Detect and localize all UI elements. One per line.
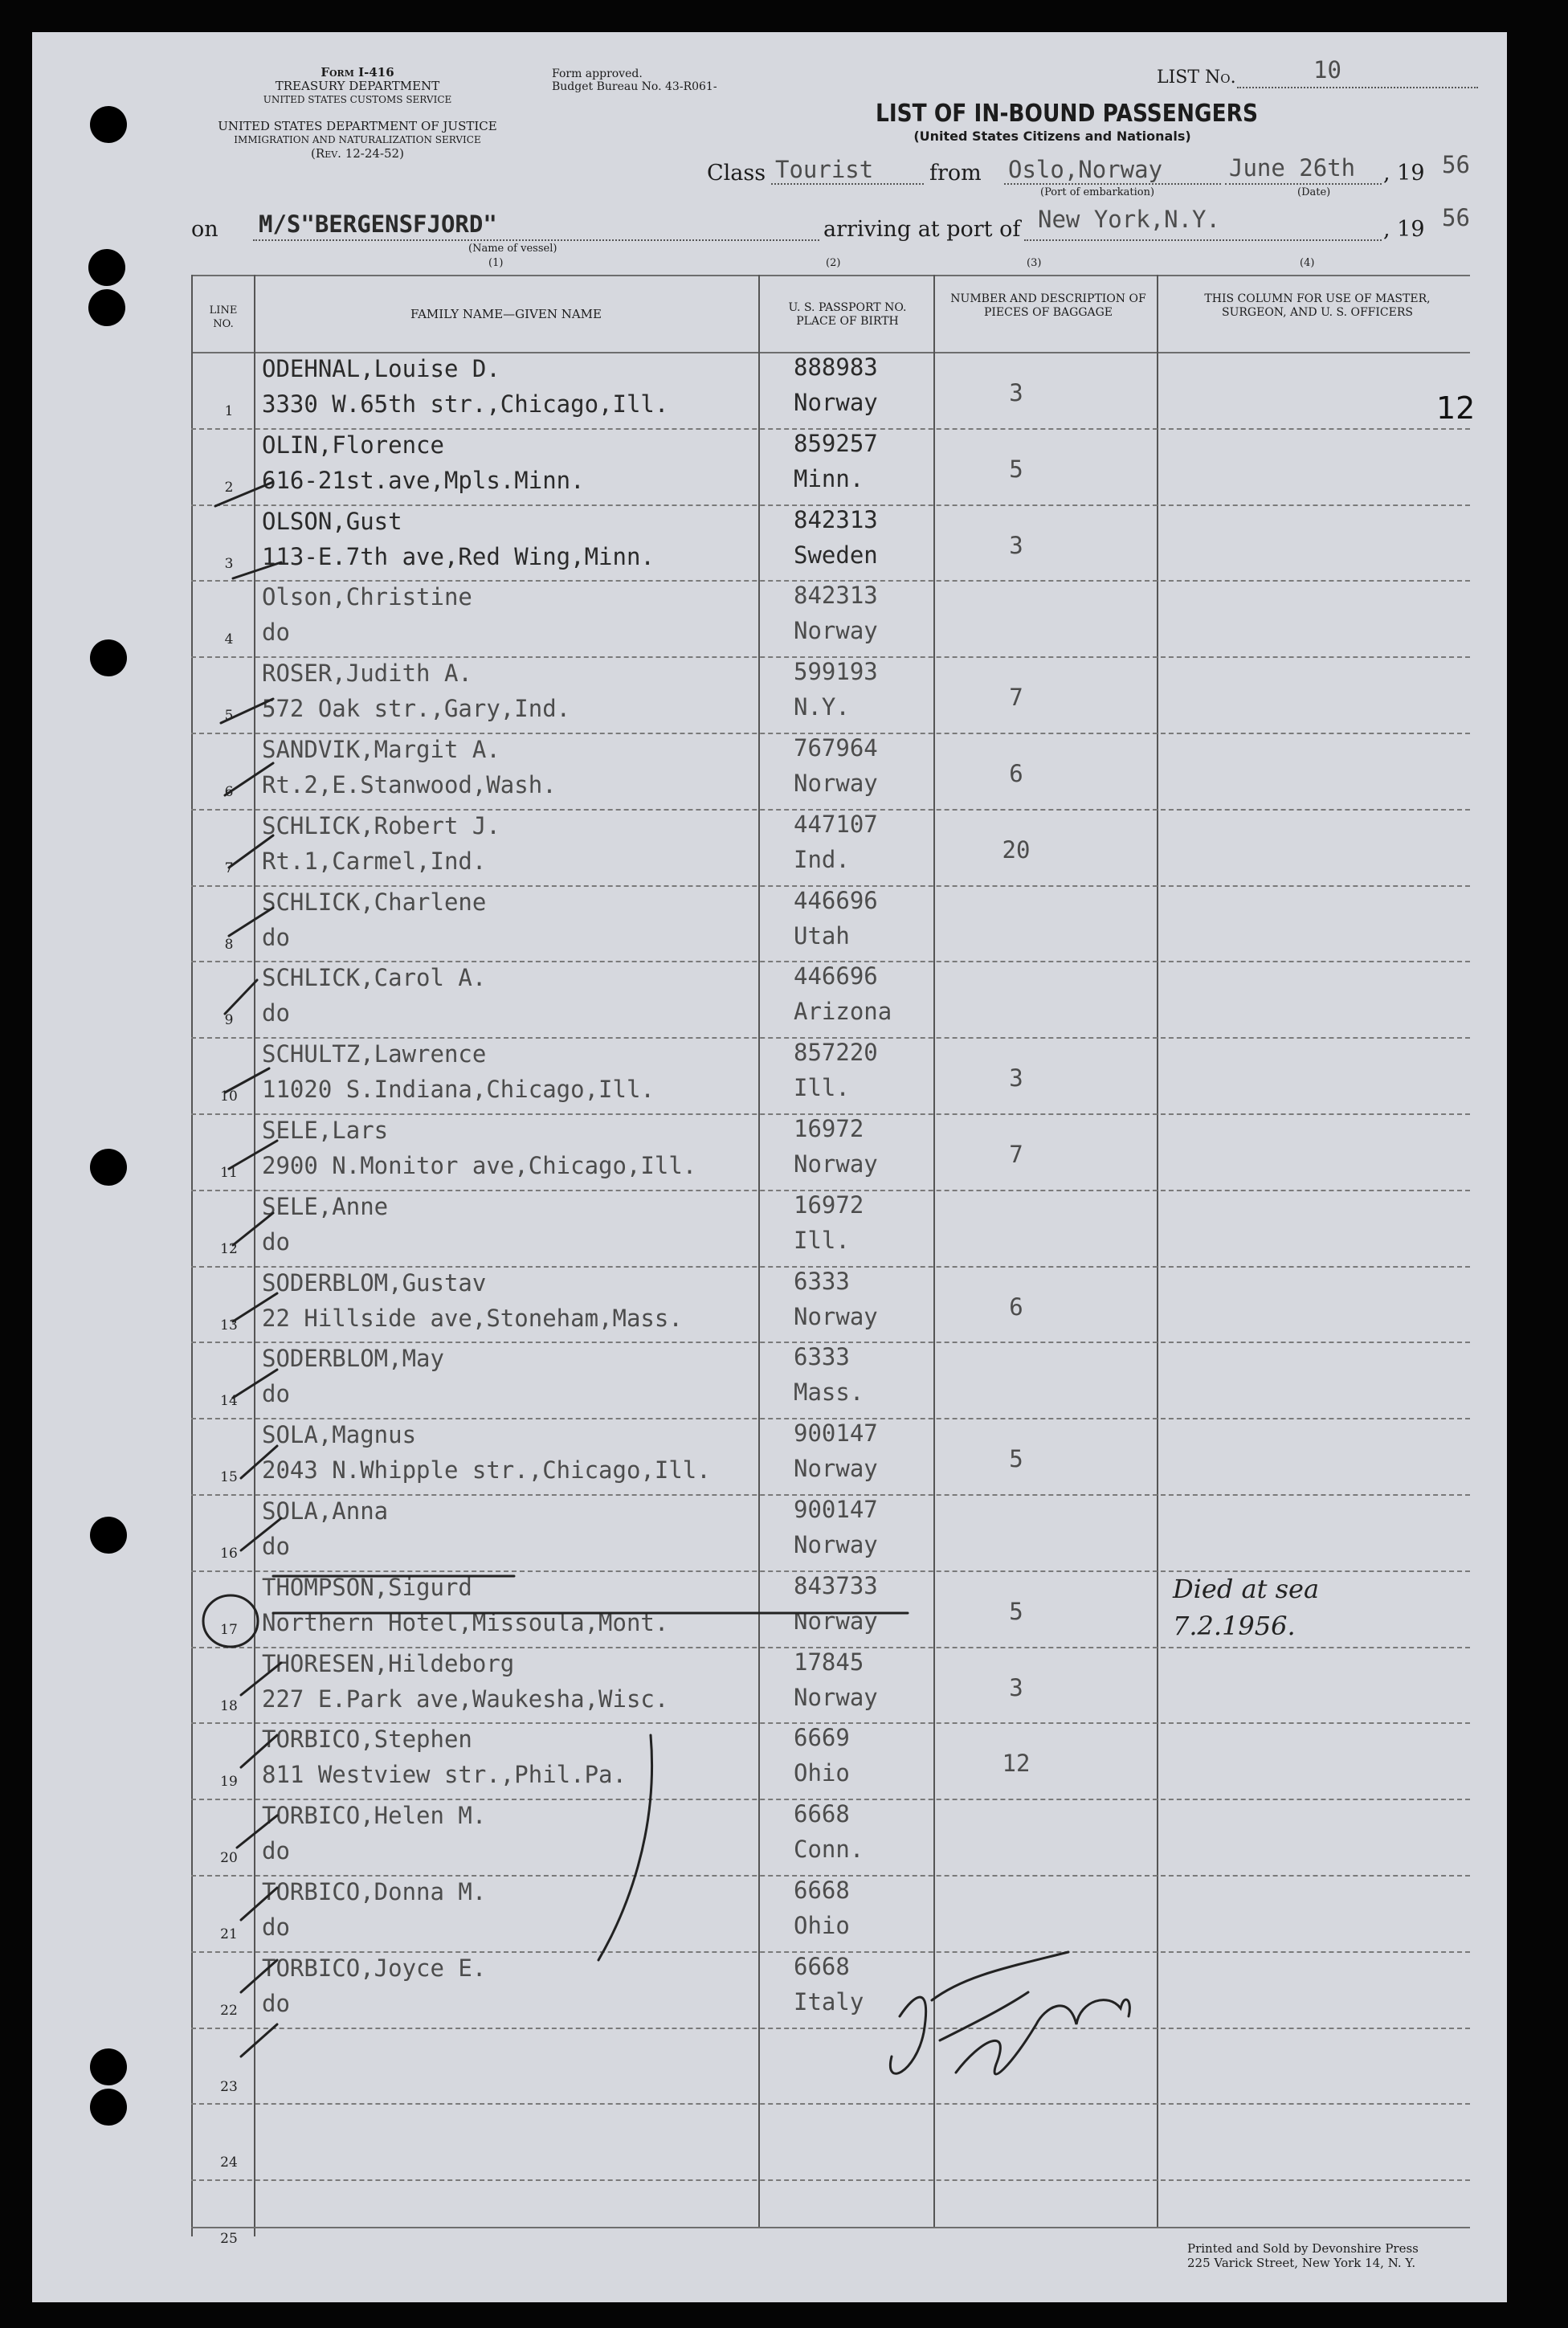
- place-of-birth: Italy: [794, 1987, 864, 2016]
- passenger-name: ROSER,Judith A.: [262, 660, 472, 688]
- port-caption: (Port of embarkation): [1040, 186, 1155, 198]
- place-of-birth: Norway: [794, 1455, 878, 1483]
- col-header-name: FAMILY NAME—GIVEN NAME: [410, 307, 602, 321]
- officer-note-date: 7.2.1956.: [1173, 1610, 1296, 1641]
- on-label: on: [191, 217, 218, 242]
- place-of-birth: Norway: [794, 389, 878, 416]
- passenger-name: SCHLICK,Charlene: [262, 888, 487, 916]
- passenger-address: do: [262, 923, 290, 951]
- line-number: 14: [220, 1393, 238, 1410]
- line-number: 1: [224, 403, 234, 419]
- passenger-name: SODERBLOM,Gustav: [262, 1268, 487, 1297]
- passport-number: 446696: [794, 962, 878, 990]
- line-number: 7: [224, 860, 234, 876]
- justice-dept: UNITED STATES DEPARTMENT OF JUSTICE: [218, 119, 497, 133]
- passenger-address: 22 Hillside ave,Stoneham,Mass.: [262, 1304, 683, 1332]
- passport-number: 900147: [794, 1496, 878, 1523]
- port-value: Oslo,Norway: [1008, 156, 1163, 183]
- passenger-address: Rt.1,Carmel,Ind.: [262, 847, 487, 875]
- passenger-address: do: [262, 1989, 290, 2017]
- passenger-name: SOLA,Magnus: [262, 1421, 417, 1449]
- passport-number: 843733: [794, 1571, 878, 1599]
- passenger-address: 616-21st.ave,Mpls.Minn.: [262, 466, 585, 494]
- year-prefix: , 19: [1383, 161, 1425, 186]
- place-of-birth: Norway: [794, 1683, 878, 1711]
- col-num-4: (4): [1300, 257, 1315, 269]
- vessel-value: M/S"BERGENSFJORD": [259, 210, 497, 238]
- passport-number: 447107: [794, 810, 878, 838]
- place-of-birth: Ohio: [794, 1912, 850, 1939]
- year-value: 56: [1442, 151, 1470, 178]
- line-number: 16: [220, 1546, 238, 1562]
- passenger-address: do: [262, 1533, 290, 1560]
- place-of-birth: Sweden: [794, 541, 878, 569]
- passenger-name: ODEHNAL,Louise D.: [262, 355, 500, 382]
- passenger-address: do: [262, 1227, 290, 1256]
- passport-number: 6333: [794, 1267, 850, 1295]
- line-number: 11: [220, 1165, 238, 1181]
- line-number: 12: [220, 1240, 238, 1257]
- passport-number: 857220: [794, 1039, 878, 1067]
- customs-service: UNITED STATES CUSTOMS SERVICE: [263, 94, 452, 105]
- passenger-name: THOMPSON,Sigurd: [262, 1573, 472, 1601]
- line-number: 21: [220, 1926, 238, 1942]
- passenger-name: SCHLICK,Carol A.: [262, 964, 487, 992]
- officer-note: Died at sea: [1173, 1573, 1320, 1604]
- passenger-address: 811 Westview str.,Phil.Pa.: [262, 1761, 627, 1789]
- date-value: June 26th: [1229, 154, 1356, 182]
- place-of-birth: N.Y.: [794, 693, 850, 721]
- line-number: 15: [220, 1469, 238, 1486]
- passenger-name: SELE,Anne: [262, 1192, 389, 1220]
- passport-number: 900147: [794, 1419, 878, 1448]
- line-number: 22: [220, 2002, 238, 2019]
- passenger-name: SODERBLOM,May: [262, 1345, 444, 1373]
- place-of-birth: Ind.: [794, 845, 850, 873]
- passenger-name: SOLA,Anna: [262, 1497, 389, 1525]
- page-subtitle: (United States Citizens and Nationals): [913, 129, 1191, 144]
- class-label: Class: [707, 161, 766, 186]
- passport-number: 888983: [794, 353, 878, 381]
- passport-number: 6333: [794, 1343, 850, 1371]
- baggage-count: 7: [1009, 684, 1023, 712]
- budget-bureau: Budget Bureau No. 43-R061-: [552, 80, 717, 93]
- col-num-2: (2): [826, 257, 841, 269]
- passenger-name: SANDVIK,Margit A.: [262, 736, 500, 763]
- passenger-name: SELE,Lars: [262, 1117, 389, 1144]
- list-no-value: 10: [1313, 56, 1341, 84]
- arriving-label: arriving at port of: [823, 217, 1021, 242]
- arrival-year: 56: [1442, 204, 1470, 231]
- place-of-birth: Ill.: [794, 1074, 850, 1102]
- passenger-address: do: [262, 619, 290, 647]
- passenger-name: THORESEN,Hildeborg: [262, 1649, 515, 1677]
- passenger-address: 2900 N.Monitor ave,Chicago,Ill.: [262, 1152, 697, 1179]
- line-number: 25: [220, 2231, 238, 2248]
- passenger-name: Olson,Christine: [262, 583, 472, 611]
- passport-number: 859257: [794, 429, 878, 457]
- passport-number: 16972: [794, 1115, 864, 1142]
- line-number: 4: [224, 631, 234, 648]
- passenger-address: Northern Hotel,Missoula,Mont.: [262, 1608, 669, 1636]
- baggage-count: 12: [1002, 1750, 1031, 1778]
- col-header-line: LINE NO.: [209, 304, 238, 330]
- passenger-name: TORBICO,Joyce E.: [262, 1954, 487, 1982]
- baggage-count: 6: [1009, 1293, 1023, 1321]
- passport-number: 6668: [794, 1952, 850, 1980]
- passenger-address: do: [262, 1837, 290, 1865]
- baggage-count: 5: [1009, 455, 1023, 483]
- list-no-label: LIST No.: [1157, 67, 1236, 88]
- baggage-count: 5: [1009, 1597, 1023, 1625]
- passenger-address: 113-E.7th ave,Red Wing,Minn.: [262, 542, 655, 570]
- place-of-birth: Norway: [794, 617, 878, 645]
- col-header-baggage: NUMBER AND DESCRIPTION OF PIECES OF BAGGAGE: [950, 292, 1146, 319]
- baggage-count: 5: [1009, 1445, 1023, 1473]
- place-of-birth: Norway: [794, 1531, 878, 1558]
- line-number: 6: [224, 784, 234, 800]
- place-of-birth: Norway: [794, 770, 878, 797]
- revision: (Rev. 12-24-52): [311, 146, 404, 161]
- passenger-address: 11020 S.Indiana,Chicago,Ill.: [262, 1076, 655, 1104]
- place-of-birth: Norway: [794, 1150, 878, 1178]
- passport-number: 767964: [794, 734, 878, 762]
- page-mark: 12: [1436, 390, 1476, 426]
- passenger-name: SCHULTZ,Lawrence: [262, 1040, 487, 1068]
- line-number: 20: [220, 1850, 238, 1867]
- passenger-address: 3330 W.65th str.,Chicago,Ill.: [262, 390, 669, 418]
- passport-number: 6669: [794, 1724, 850, 1752]
- passenger-address: do: [262, 1380, 290, 1408]
- page-title: LIST OF IN-BOUND PASSENGERS: [876, 100, 1258, 128]
- place-of-birth: Minn.: [794, 464, 864, 492]
- passport-number: 842313: [794, 582, 878, 610]
- place-of-birth: Arizona: [794, 998, 892, 1026]
- passenger-name: OLSON,Gust: [262, 507, 402, 535]
- line-number: 9: [224, 1012, 234, 1029]
- place-of-birth: Utah: [794, 921, 850, 950]
- arrival-year-prefix: , 19: [1383, 217, 1425, 242]
- col-num-3: (3): [1027, 257, 1042, 269]
- date-caption: (Date): [1297, 186, 1331, 198]
- place-of-birth: Mass.: [794, 1378, 864, 1407]
- passenger-address: 227 E.Park ave,Waukesha,Wisc.: [262, 1685, 669, 1713]
- passenger-address: 2043 N.Whipple str.,Chicago,Ill.: [262, 1456, 711, 1485]
- passenger-address: do: [262, 999, 290, 1027]
- baggage-count: 20: [1002, 835, 1031, 864]
- baggage-count: 3: [1009, 1673, 1023, 1701]
- line-number: 17: [220, 1621, 238, 1638]
- col-header-officers: THIS COLUMN FOR USE OF MASTER, SURGEON, AND U. S. OFFICERS: [1204, 292, 1431, 319]
- place-of-birth: Norway: [794, 1302, 878, 1330]
- baggage-count: 3: [1009, 1064, 1023, 1093]
- line-number: 8: [224, 936, 234, 953]
- from-label: from: [929, 161, 982, 186]
- vessel-caption: (Name of vessel): [468, 243, 557, 255]
- line-number: 5: [224, 708, 234, 725]
- treasury-dept: TREASURY DEPARTMENT: [275, 79, 440, 93]
- passport-number: 17845: [794, 1648, 864, 1676]
- vessel-col-num: (1): [488, 257, 504, 269]
- passenger-address: Rt.2,E.Stanwood,Wash.: [262, 771, 557, 798]
- passport-number: 842313: [794, 505, 878, 533]
- baggage-count: 3: [1009, 379, 1023, 406]
- line-number: 18: [220, 1697, 238, 1714]
- place-of-birth: Ill.: [794, 1226, 850, 1254]
- line-number: 23: [220, 2078, 238, 2095]
- line-number: 13: [220, 1317, 238, 1333]
- ins-service: IMMIGRATION AND NATURALIZATION SERVICE: [234, 134, 481, 145]
- passenger-address: do: [262, 1913, 290, 1941]
- passenger-name: OLIN,Florence: [262, 431, 444, 459]
- passport-number: 599193: [794, 658, 878, 686]
- form-approved: Form approved.: [552, 67, 643, 80]
- passport-number: 16972: [794, 1191, 864, 1219]
- form-number: Form I-416: [321, 65, 394, 80]
- baggage-count: 3: [1009, 531, 1023, 559]
- passport-number: 6668: [794, 1800, 850, 1828]
- col-header-passport: U. S. PASSPORT NO. PLACE OF BIRTH: [788, 301, 907, 328]
- footer-printer: Printed and Sold by Devonshire Press: [1187, 2241, 1419, 2256]
- passenger-name: SCHLICK,Robert J.: [262, 811, 500, 839]
- place-of-birth: Conn.: [794, 1836, 864, 1864]
- arrival-port: New York,N.Y.: [1038, 206, 1220, 233]
- line-number: 19: [220, 1774, 238, 1791]
- passenger-name: TORBICO,Helen M.: [262, 1802, 487, 1830]
- baggage-count: 6: [1009, 760, 1023, 787]
- line-number: 3: [224, 555, 234, 572]
- passport-number: 446696: [794, 886, 878, 914]
- line-number: 2: [224, 479, 234, 496]
- line-number: 10: [220, 1088, 238, 1105]
- baggage-count: 7: [1009, 1141, 1023, 1168]
- passenger-address: 572 Oak str.,Gary,Ind.: [262, 695, 571, 723]
- passenger-name: TORBICO,Stephen: [262, 1726, 472, 1754]
- footer-address: 225 Varick Street, New York 14, N. Y.: [1187, 2256, 1416, 2270]
- place-of-birth: Ohio: [794, 1759, 850, 1787]
- place-of-birth: Norway: [794, 1607, 878, 1635]
- line-number: 24: [220, 2154, 238, 2171]
- class-value: Tourist: [775, 156, 874, 183]
- passport-number: 6668: [794, 1877, 850, 1904]
- passenger-name: TORBICO,Donna M.: [262, 1878, 487, 1905]
